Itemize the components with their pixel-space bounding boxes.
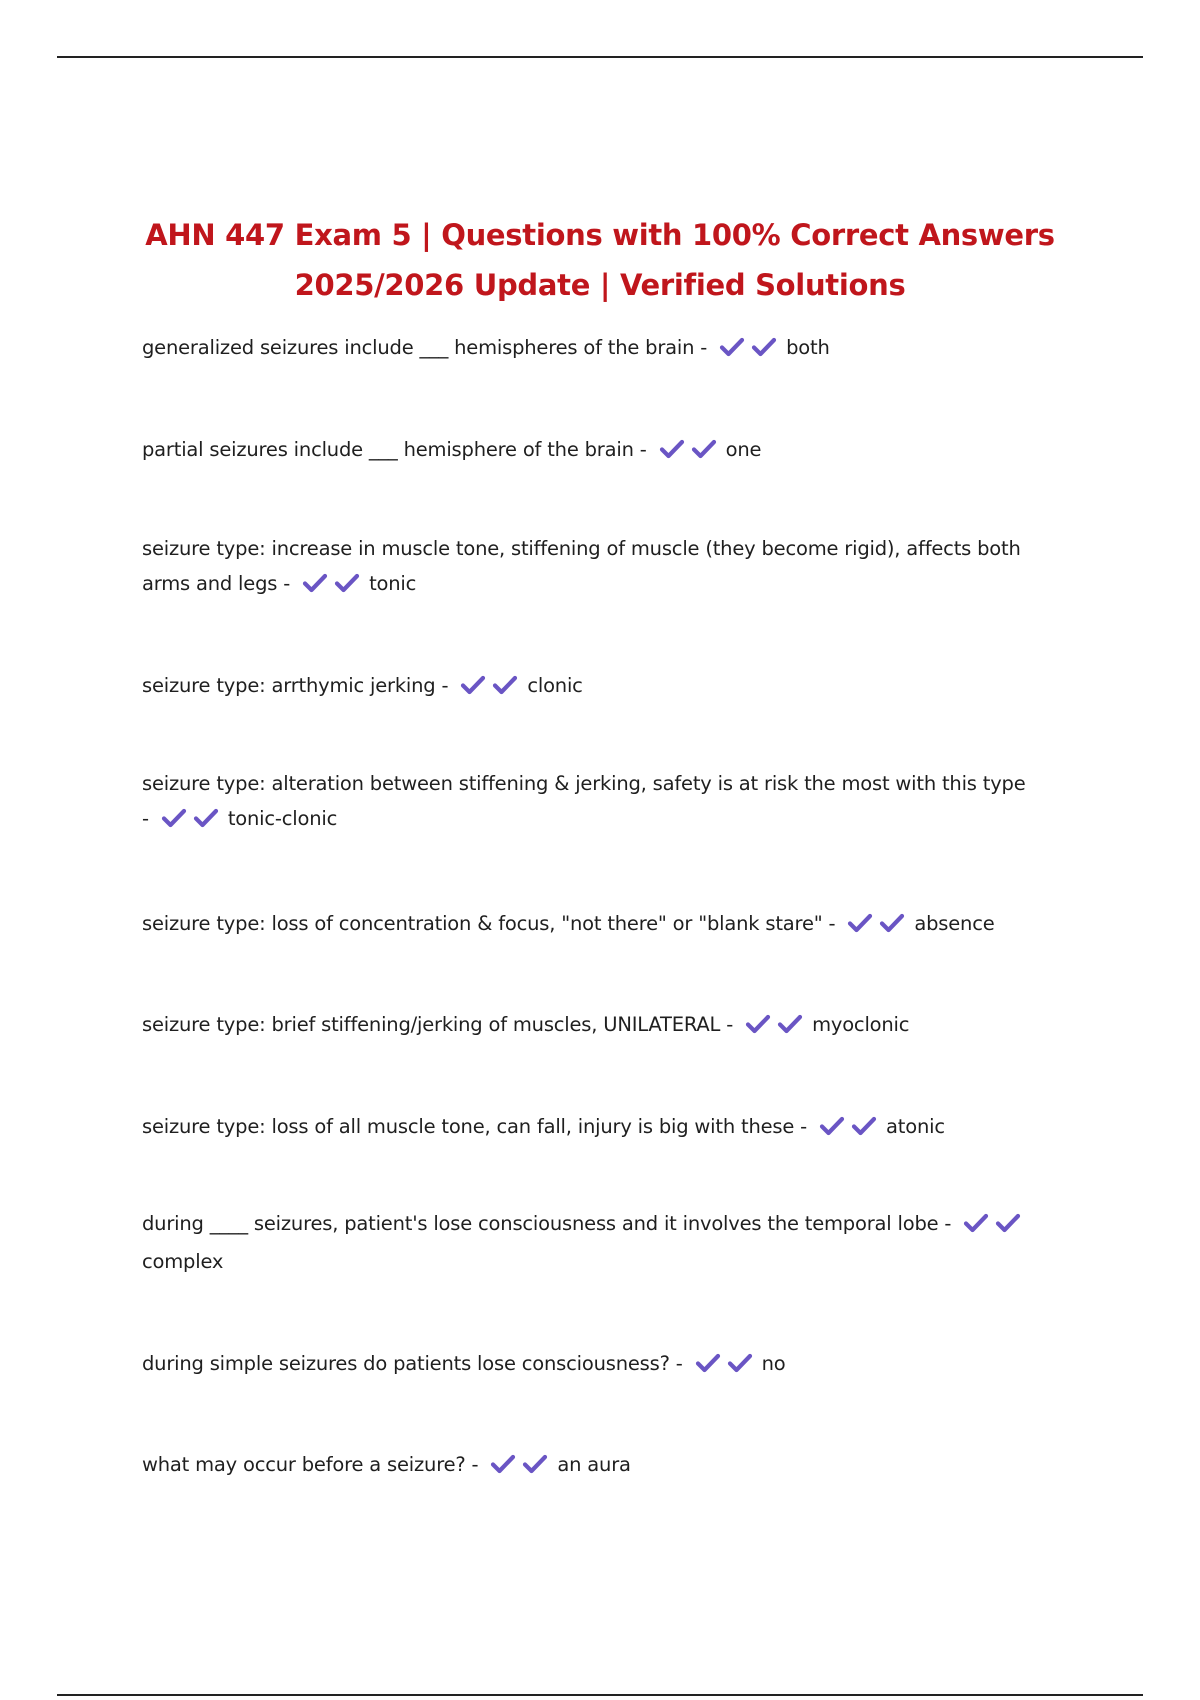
answer-text: tonic: [369, 572, 417, 595]
question-text: seizure type: alteration between stiffening & jerking, safety is at risk the most with this type: [142, 772, 1026, 795]
check-icon: [879, 913, 905, 933]
check-marks: [490, 1450, 548, 1485]
question-text: seizure type: loss of concentration & focus, "not there" or "blank stare": [142, 912, 823, 935]
check-icon: [847, 913, 873, 933]
check-icon: [193, 808, 219, 828]
qa-item: [142, 1447, 1042, 1485]
qa-item: [142, 766, 1042, 839]
qa-item: [142, 330, 1042, 368]
check-icon: [161, 808, 187, 828]
separator: -: [675, 1352, 683, 1375]
check-icon: [719, 337, 745, 357]
check-icon: [963, 1213, 989, 1233]
separator: -: [726, 1013, 734, 1036]
header-rule: [57, 56, 1143, 58]
check-icon: [691, 439, 717, 459]
question-text: partial seizures include ___ hemisphere of the brain: [142, 438, 634, 461]
question-text: seizure type: increase in muscle tone, stiffening of muscle (they become rigid), affects both arms and legs: [142, 537, 1021, 595]
check-marks: [819, 1112, 877, 1147]
qa-item: [142, 1346, 1042, 1384]
question-text: during simple seizures do patients lose consciousness?: [142, 1352, 670, 1375]
question-text: generalized seizures include ___ hemispheres of the brain: [142, 336, 695, 359]
check-icon: [819, 1116, 845, 1136]
separator: -: [471, 1453, 479, 1476]
question-text: seizure type: brief stiffening/jerking of muscles, UNILATERAL: [142, 1013, 721, 1036]
separator: -: [944, 1212, 952, 1235]
qa-item: [142, 1206, 1042, 1279]
separator: -: [283, 572, 291, 595]
question-text: what may occur before a seizure?: [142, 1453, 466, 1476]
check-icon: [490, 1454, 516, 1474]
answer-text: tonic-clonic: [227, 807, 338, 830]
qa-item: [142, 668, 1042, 706]
qa-item: [142, 906, 1042, 944]
question-text: during ____ seizures, patient's lose consciousness and it involves the temporal lobe: [142, 1212, 939, 1235]
check-icon: [302, 573, 328, 593]
check-icon: [659, 439, 685, 459]
question-text: seizure type: arrthymic jerking: [142, 674, 436, 697]
check-icon: [727, 1353, 753, 1373]
check-icon: [777, 1014, 803, 1034]
check-marks: [745, 1010, 803, 1045]
document-title: [0, 210, 1200, 310]
footer-rule: [57, 1694, 1143, 1696]
qa-item: [142, 531, 1042, 604]
check-marks: [460, 671, 518, 706]
answer-text: absence: [914, 912, 995, 935]
check-icon: [995, 1213, 1021, 1233]
check-icon: [851, 1116, 877, 1136]
qa-item: [142, 1007, 1042, 1045]
check-icon: [745, 1014, 771, 1034]
separator: -: [639, 438, 647, 461]
answer-text: myoclonic: [812, 1013, 910, 1036]
separator: -: [700, 336, 708, 359]
answer-text: both: [786, 336, 830, 359]
separator: -: [441, 674, 449, 697]
check-icon: [492, 675, 518, 695]
title-line-2: 2025/2026 Update | Verified Solutions: [294, 268, 906, 302]
answer-text: no: [761, 1352, 786, 1375]
check-marks: [659, 435, 717, 470]
check-marks: [695, 1349, 753, 1384]
check-icon: [695, 1353, 721, 1373]
check-marks: [963, 1209, 1021, 1244]
qa-item: [142, 1109, 1042, 1147]
check-marks: [719, 333, 777, 368]
check-icon: [334, 573, 360, 593]
check-marks: [161, 804, 219, 839]
separator: -: [828, 912, 836, 935]
check-marks: [302, 569, 360, 604]
answer-text: atonic: [886, 1115, 945, 1138]
answer-text: an aura: [557, 1453, 631, 1476]
check-marks: [847, 909, 905, 944]
qa-item: [142, 432, 1042, 470]
check-icon: [522, 1454, 548, 1474]
separator: -: [142, 807, 149, 830]
answer-text: clonic: [527, 674, 583, 697]
answer-text: one: [725, 438, 762, 461]
check-icon: [751, 337, 777, 357]
separator: -: [800, 1115, 808, 1138]
check-icon: [460, 675, 486, 695]
title-line-1: AHN 447 Exam 5 | Questions with 100% Correct Answers: [145, 218, 1055, 252]
answer-text: complex: [142, 1250, 224, 1273]
question-text: seizure type: loss of all muscle tone, can fall, injury is big with these: [142, 1115, 795, 1138]
